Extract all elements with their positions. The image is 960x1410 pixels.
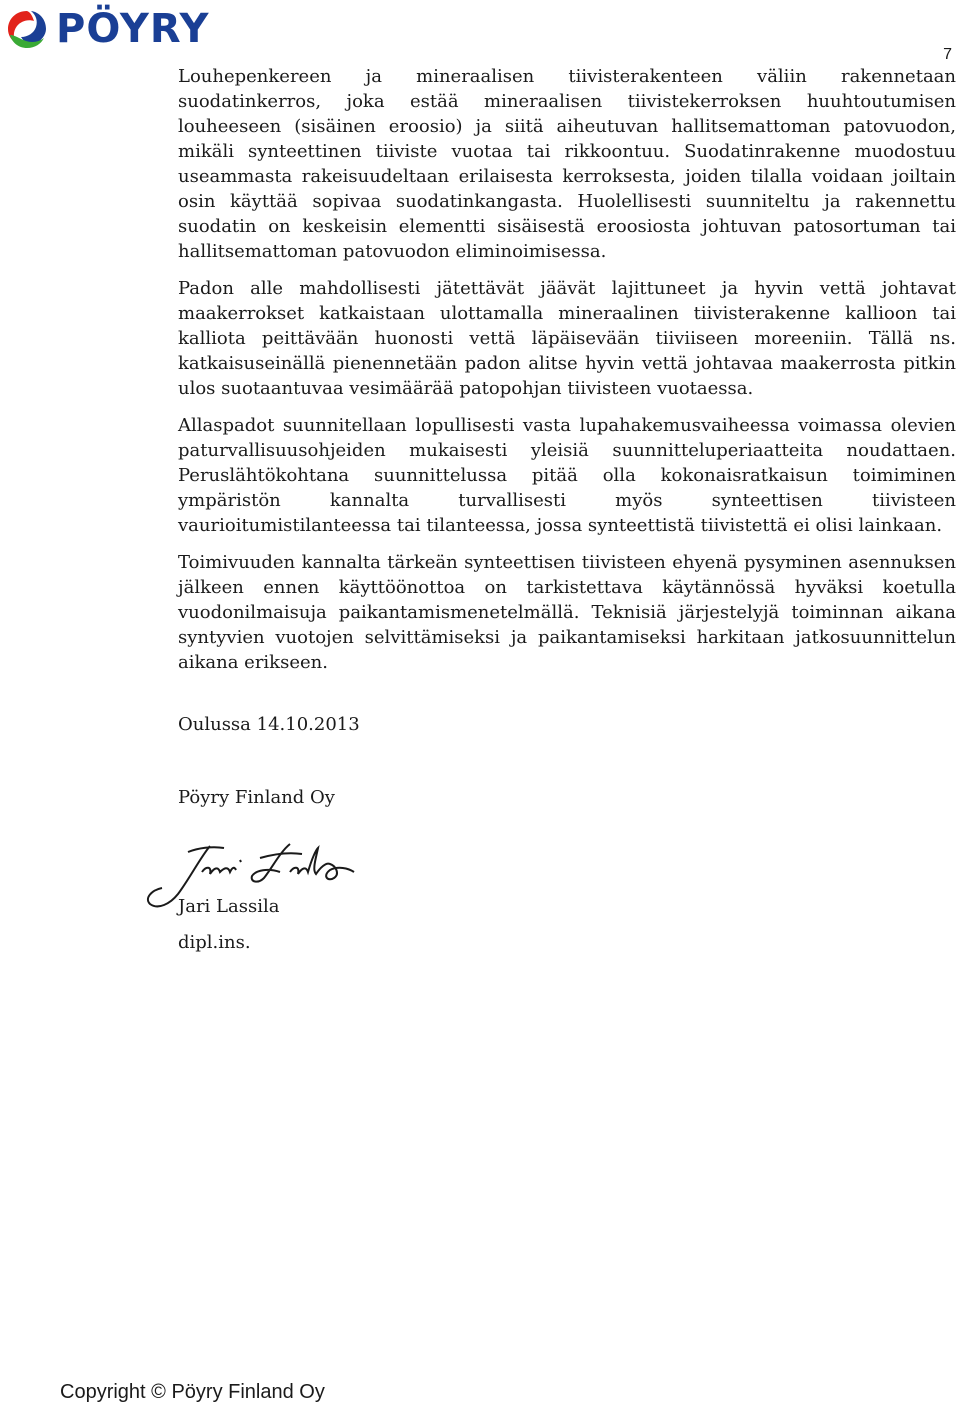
- paragraph-cutoff-wall: Padon alle mahdollisesti jätettävät jäävät lajittuneet ja hyvin vettä johtavat maakerrokset katkaistaan ulottamalla mineraalinen tiivisterakenne kallioon tai kalliota peittävään huonosti vettä läpäisevään tiiviiseen moreeniin. Tällä ns. katkaisuseinällä pienennetään padon alitse hyvin vettä johtavaa maakerrosta pitkin ulos suotaantuvaa vesimäärää patopohjan tiivisteen vuotaessa.: [178, 278, 956, 399]
- footer-copyright: Copyright © Pöyry Finland Oy: [60, 1381, 325, 1403]
- place-date: Oulussa 14.10.2013: [178, 714, 360, 735]
- signer-title: dipl.ins.: [178, 932, 251, 953]
- company-name: Pöyry Finland Oy: [178, 787, 335, 808]
- logo-wordmark: PÖYRY: [56, 6, 210, 52]
- poyry-swirl-logo-icon: [4, 7, 50, 51]
- signer-name: Jari Lassila: [178, 896, 280, 917]
- company-logo: [4, 6, 244, 52]
- paragraph-leak-detection: Toimivuuden kannalta tärkeän synteettisen tiivisteen ehyenä pysyminen asennuksen jälkeen ennen käyttöönottoa on tarkistettava käytännössä hyväksi koetulla vuodonilmaisuja paikantamismenetelmällä. Teknisiä järjestelyjä toiminnan aikana syntyvien vuotojen selvittämiseksi ja paikantamiseksi harkitaan jatkosuunnittelun aikana erikseen.: [178, 552, 956, 673]
- paragraph-filter-layer: Louhepenkereen ja mineraalisen tiivisterakenteen väliin rakennetaan suodatinkerros, joka estää mineraalisen tiivistekerroksen huuhtoutumisen louheeseen (sisäinen eroosio) ja siitä aiheutuvan hallitsemattoman patovuodon, mikäli synteettinen tiiviste vuotaa tai rikkoontuu. Suodatinrakenne muodostuu useammasta rakeisuudeltaan erilaisesta kerroksesta, joiden tilalla voidaan joiltain osin käyttää sopivaa suodatinkangasta. Huolellisesti suunniteltu ja rakennettu suodatin on keskeisin elementti sisäisestä eroosiosta johtuvan patosortuman tai hallitsemattoman patovuodon eliminoimisessa.: [178, 66, 956, 262]
- page-number: 7: [943, 46, 952, 63]
- document-body: [178, 64, 956, 687]
- paragraph-design-principles: Allaspadot suunnitellaan lopullisesti vasta lupahakemusvaiheessa voimassa olevien paturvallisuusohjeiden mukaisesti yleisiä suunnitteluperiaatteita noudattaen. Peruslähtökohtana suunnittelussa pitää olla kokonaisratkaisun toimiminen ympäristön kannalta turvallisesti myös synteettisen tiivisteen vaurioitumistilanteessa tai tilanteessa, jossa synteettistä tiivistettä ei olisi lainkaan.: [178, 415, 956, 536]
